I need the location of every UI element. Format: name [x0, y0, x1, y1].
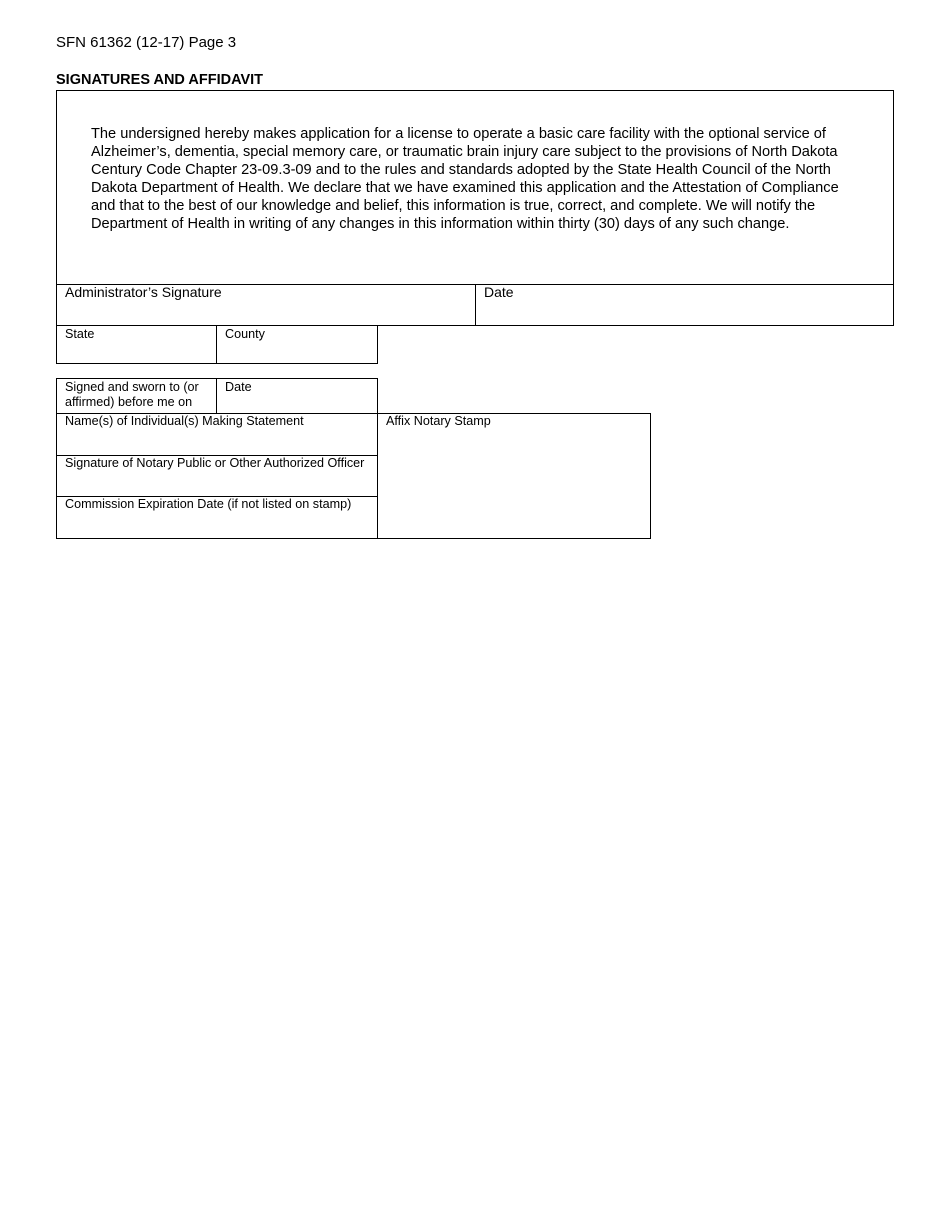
notary-signature-label: Signature of Notary Public or Other Authorized Officer: [65, 456, 365, 470]
sworn-label-line1: Signed and sworn to (or: [65, 380, 199, 394]
commission-expiration-label: Commission Expiration Date (if not listed on stamp): [65, 497, 352, 511]
admin-signature-label: Administrator’s Signature: [65, 284, 222, 300]
sworn-label: [65, 380, 199, 410]
sworn-label-line2: affirmed) before me on: [65, 395, 193, 409]
sworn-field: [56, 378, 217, 414]
admin-date-label: Date: [484, 284, 514, 300]
county-field[interactable]: [216, 325, 378, 364]
state-label: State: [65, 327, 95, 341]
section-title: SIGNATURES AND AFFIDAVIT: [56, 72, 264, 88]
names-field[interactable]: [56, 413, 378, 456]
sworn-date-field[interactable]: [216, 378, 378, 414]
county-label: County: [225, 327, 265, 341]
commission-expiration-field[interactable]: [56, 496, 378, 539]
form-id-header: SFN 61362 (12-17) Page 3: [56, 34, 237, 51]
notary-signature-field[interactable]: [56, 455, 378, 497]
admin-date-field[interactable]: [475, 284, 894, 326]
admin-signature-field[interactable]: [56, 284, 476, 326]
names-label: Name(s) of Individual(s) Making Statement: [65, 414, 304, 428]
notary-stamp-area[interactable]: [377, 413, 651, 539]
sworn-date-label: Date: [225, 380, 252, 394]
affidavit-text: The undersigned hereby makes application for a license to operate a basic care facility with the optional service of Alzheimer’s, dementia, special memory care, or traumatic brain injury care subject to the provisions of North Dakota Century Code Chapter 23-09.3-09 and to the rules and standards adopted by the State Health Council of the North Dakota Department of Health. We declare that we have examined this application and the Attestation of Compliance and that to the best of our knowledge and belief, this information is true, correct, and complete. We will notify the Department of Health in writing of any changes in this information within thirty (30) days of any such change.: [91, 126, 839, 232]
notary-stamp-label: Affix Notary Stamp: [386, 414, 491, 428]
state-field[interactable]: [56, 325, 217, 364]
affidavit-box: [56, 90, 894, 285]
